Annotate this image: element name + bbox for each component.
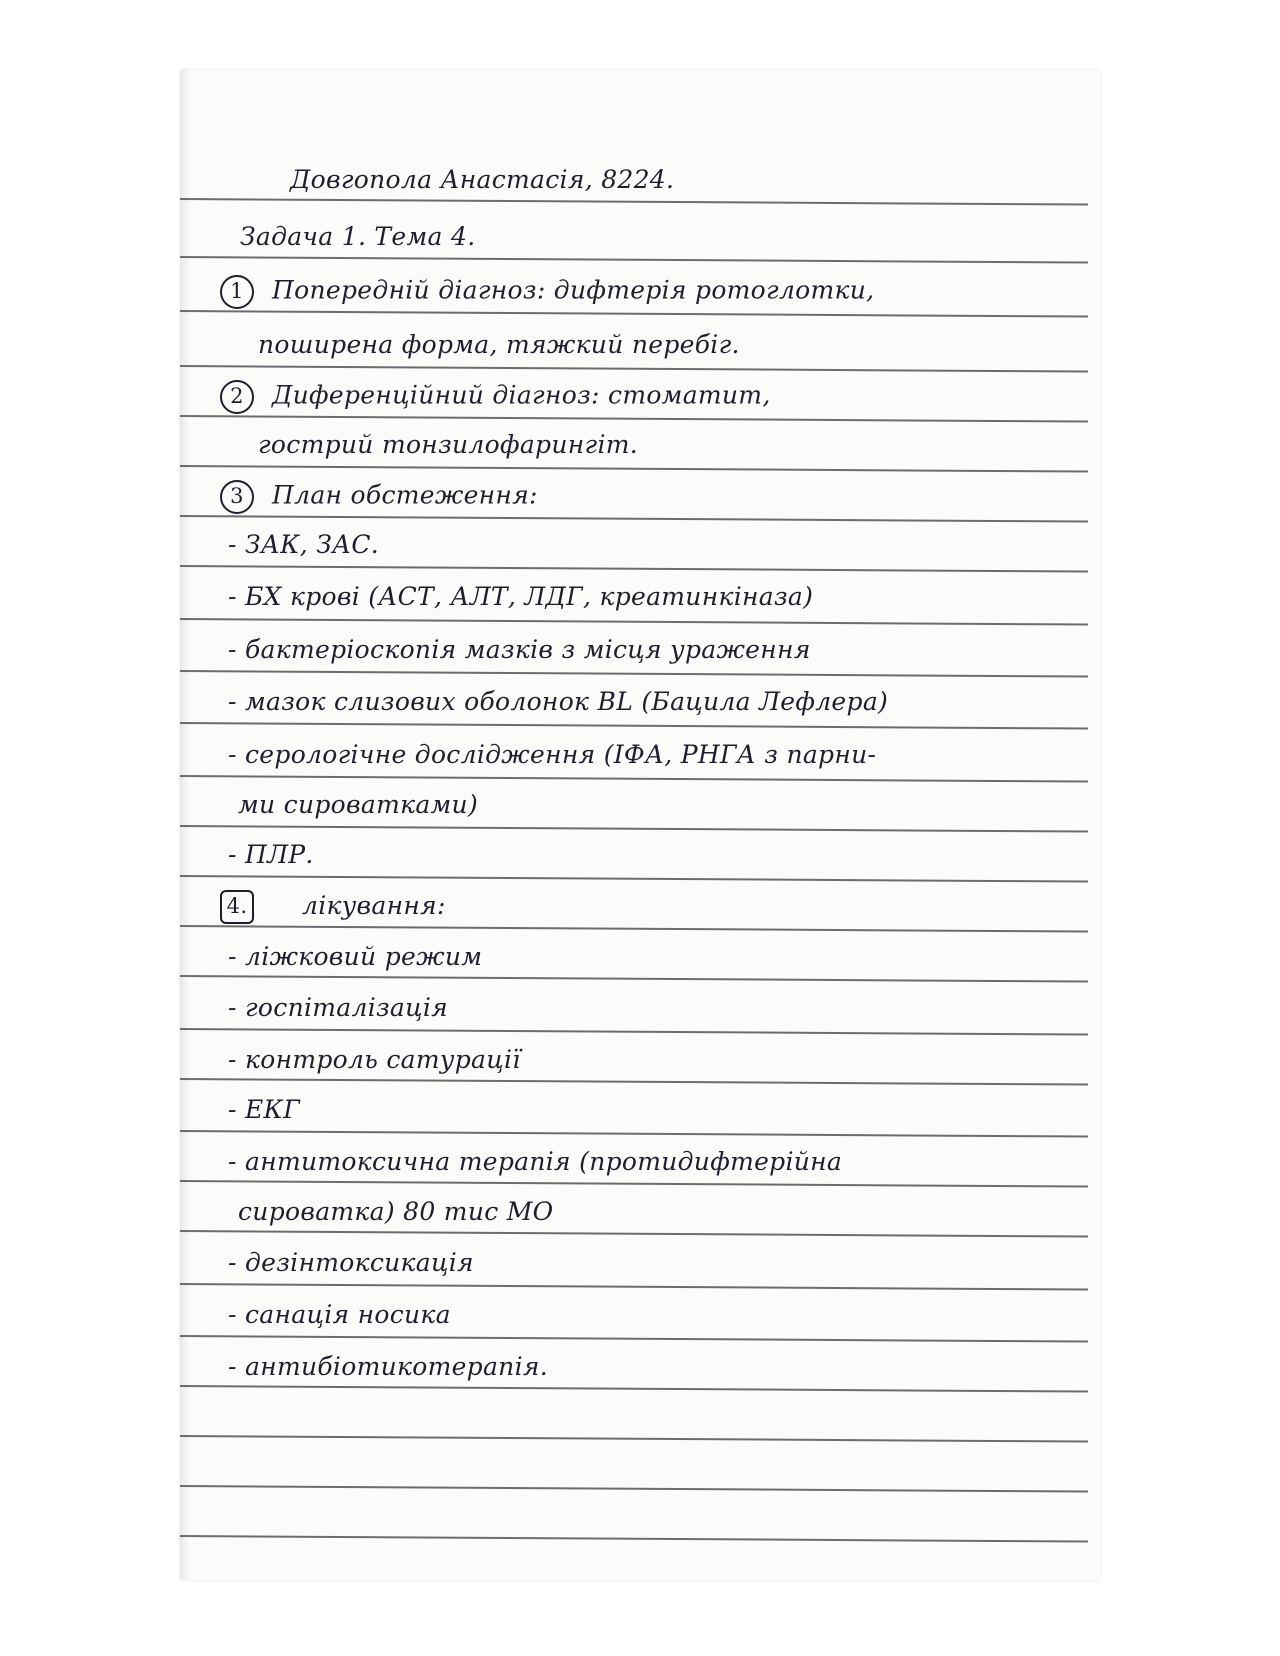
ruled-line [180,670,1088,678]
section-number: 3 [220,480,254,514]
ruled-line [180,256,1088,264]
ruled-line [180,1283,1088,1291]
section-2-line-1 [220,380,771,414]
ruled-line [180,975,1088,983]
ruled-line [180,310,1088,318]
student-name: Довгопола Анастасія, 8224. [290,165,675,194]
ruled-line [180,1230,1088,1238]
section-4-title [220,890,446,924]
ruled-line [180,1130,1088,1138]
section-3-text: План обстеження: [272,480,538,510]
list-item: - серологічне дослідження (ІФА, РНГА з парни- [228,740,877,769]
ruled-line [180,415,1088,423]
ruled-line [180,1335,1088,1343]
notebook-page [180,70,1100,1580]
ruled-line [180,1180,1088,1188]
ruled-line [180,515,1088,523]
list-item: - антибіотикотерапія. [228,1352,548,1381]
ruled-line [180,618,1088,626]
ruled-line [180,365,1088,373]
section-2-line-2: гострий тонзилофарингіт. [258,430,639,459]
ruled-line [180,825,1088,833]
section-3-title [220,480,538,514]
ruled-line [180,565,1088,573]
list-item: - ЗАК, ЗАС. [228,530,380,559]
section-1-line-2: поширена форма, тяжкий перебіг. [258,330,740,359]
list-item: - санація носика [228,1300,451,1329]
section-2-text: Диференційний діагноз: стоматит, [272,380,771,410]
section-number: 4. [220,890,254,924]
section-1-text: Попередній діагноз: дифтерія ротоглотки, [272,275,875,305]
list-item: - госпіталізація [228,993,449,1022]
ruled-line [180,1535,1088,1543]
list-item: - бактеріоскопія мазків з місця ураження [228,635,811,664]
list-item: - ПЛР. [228,840,314,869]
ruled-line [180,1485,1088,1493]
list-item: - ЕКГ [228,1095,301,1124]
task-title: Задача 1. Тема 4. [240,222,476,251]
list-item: - дезінтоксикація [228,1248,474,1277]
ruled-line [180,775,1088,783]
section-4-text: лікування: [302,890,446,920]
list-item: - ліжковий режим [228,942,483,971]
section-number: 1 [220,275,254,309]
list-item: - антитоксична терапія (протидифтерійна [228,1147,843,1176]
ruled-line [180,1435,1088,1443]
ruled-line [180,722,1088,730]
ruled-line [180,198,1088,206]
section-number: 2 [220,380,254,414]
ruled-line [180,465,1088,473]
ruled-line [180,1028,1088,1036]
ruled-line [180,875,1088,883]
list-item: - контроль сатурації [228,1045,521,1074]
list-item: - мазок слизових оболонок BL (Бацила Лефлера) [228,687,889,716]
ruled-line [180,925,1088,933]
list-item-continuation: сироватка) 80 тис МО [238,1197,554,1226]
list-item: - БХ крові (АСТ, АЛТ, ЛДГ, креатинкіназа) [228,582,814,611]
ruled-line [180,1078,1088,1086]
section-1-line-1 [220,275,874,309]
list-item-continuation: ми сироватками) [238,790,479,819]
ruled-line [180,1385,1088,1393]
